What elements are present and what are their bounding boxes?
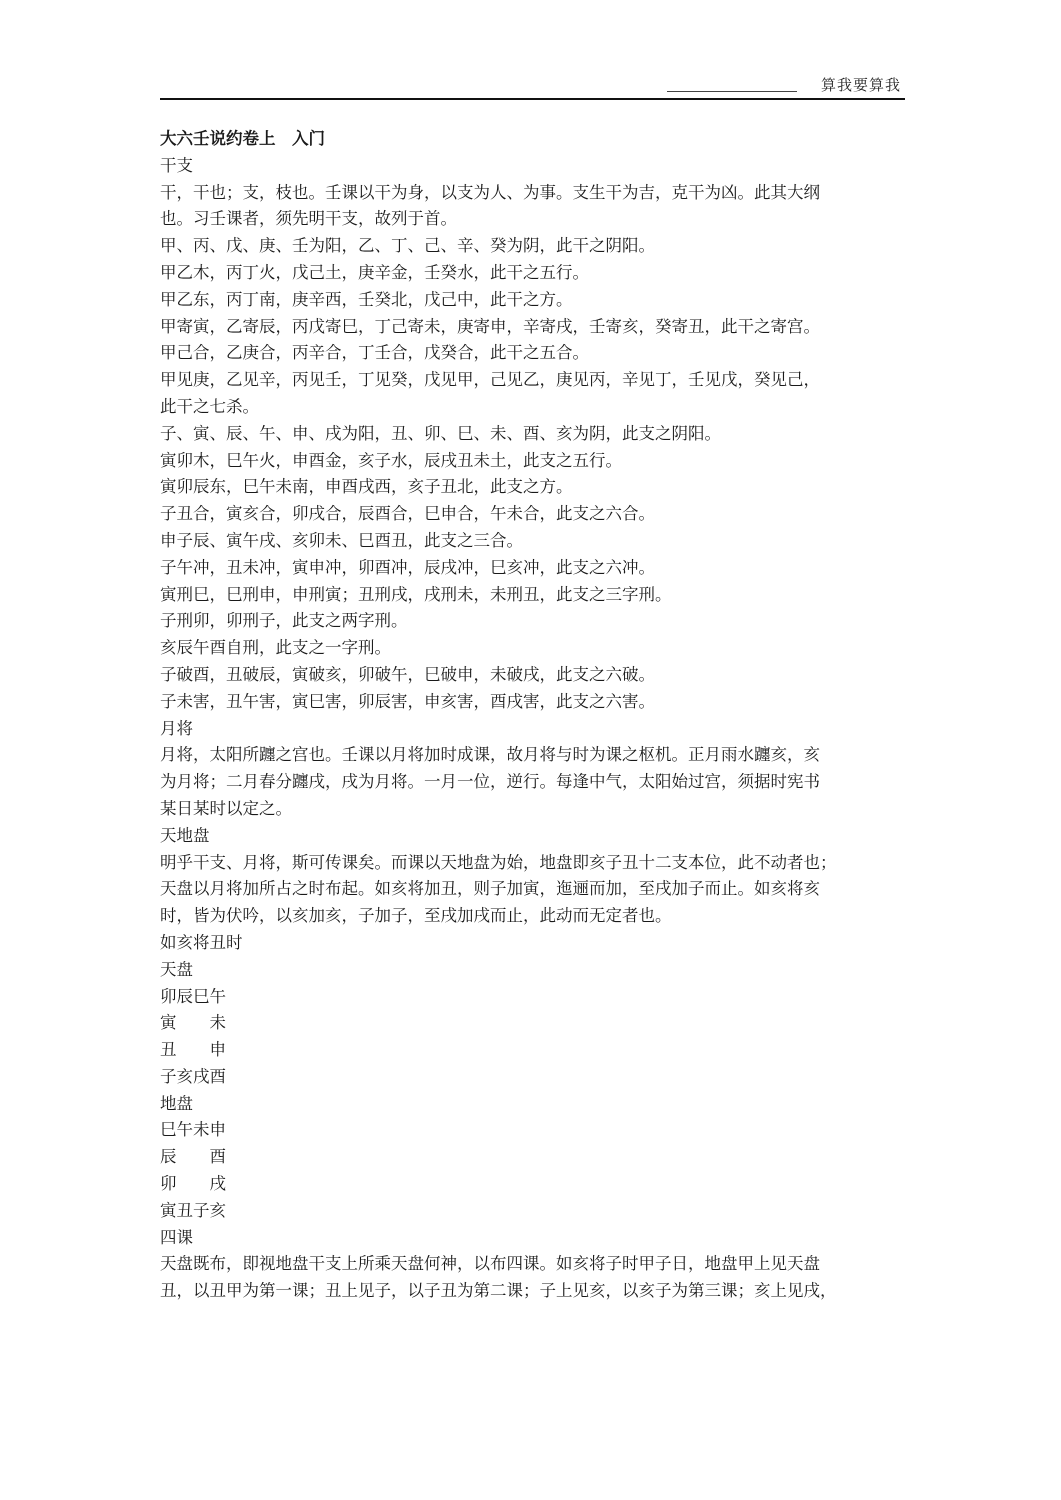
paragraph-line: 干，干也；支，枝也。壬课以干为身，以支为人、为事。支生干为吉，克干为凶。此其大纲 — [160, 182, 820, 202]
paragraph-line: 某日某时以定之。 — [160, 798, 292, 818]
section-heading-tiandipan: 天地盘 — [160, 825, 210, 845]
paragraph-line: 子刑卯，卯刑子，此支之两字刑。 — [160, 611, 408, 631]
paragraph-line: 明乎干支、月将，斯可传课矣。而课以天地盘为始，地盘即亥子丑十二支本位，此不动者也； — [160, 852, 837, 872]
paragraph-line: 天盘既布，即视地盘干支上所乘天盘何神，以布四课。如亥将子时甲子日，地盘甲上见天盘 — [160, 1254, 820, 1274]
section-heading-sike: 四课 — [160, 1227, 193, 1247]
diagram-row: 卯 戌 — [160, 1174, 226, 1194]
paragraph-line: 亥辰午酉自刑，此支之一字刑。 — [160, 638, 391, 658]
section-heading-ganzhi: 干支 — [160, 155, 193, 175]
paragraph-line: 此干之七杀。 — [160, 396, 259, 416]
diagram-label-dipan: 地盘 — [160, 1093, 193, 1113]
paragraph-line: 甲、丙、戊、庚、壬为阳，乙、丁、己、辛、癸为阴，此干之阴阳。 — [160, 236, 655, 256]
paragraph-line: 甲乙东，丙丁南，庚辛西，壬癸北，戊己中，此干之方。 — [160, 289, 573, 309]
paragraph-line: 为月将；二月春分躔戌，戌为月将。一月一位，逆行。每逢中气，太阳始过宫，须据时宪书 — [160, 772, 820, 792]
diagram-row: 巳午未申 — [160, 1120, 226, 1140]
paragraph-line: 子、寅、辰、午、申、戌为阳，丑、卯、巳、未、酉、亥为阴，此支之阴阳。 — [160, 423, 721, 443]
diagram-row: 寅丑子亥 — [160, 1200, 226, 1220]
paragraph-line: 也。习壬课者，须先明干支，故列于首。 — [160, 209, 457, 229]
paragraph-line: 甲寄寅，乙寄辰，丙戊寄巳，丁己寄未，庚寄申，辛寄戌，壬寄亥，癸寄丑，此干之寄宫。 — [160, 316, 820, 336]
document-body — [160, 126, 908, 1305]
document-title: 大六壬说约卷上 入门 — [160, 129, 325, 148]
page-header — [160, 70, 905, 100]
paragraph-line: 月将，太阳所躔之宫也。壬课以月将加时成课，故月将与时为课之枢机。正月雨水躔亥，亥 — [160, 745, 820, 765]
paragraph-line: 子破酉，丑破辰，寅破亥，卯破午，巳破申，未破戌，此支之六破。 — [160, 664, 655, 684]
paragraph-line: 寅卯辰东，巳午未南，申酉戌西，亥子丑北，此支之方。 — [160, 477, 573, 497]
diagram-row: 寅 未 — [160, 1013, 226, 1033]
paragraph-line: 子未害，丑午害，寅巳害，卯辰害，申亥害，酉戌害，此支之六害。 — [160, 691, 655, 711]
diagram-row: 辰 酉 — [160, 1147, 226, 1167]
diagram-row: 丑 申 — [160, 1040, 226, 1060]
paragraph-line: 子丑合，寅亥合，卯戌合，辰酉合，巳申合，午未合，此支之六合。 — [160, 504, 655, 524]
paragraph-line: 寅刑巳，巳刑申，申刑寅；丑刑戌，戌刑未，未刑丑，此支之三字刑。 — [160, 584, 672, 604]
paragraph-line: 天盘以月将加所占之时布起。如亥将加丑，则子加寅，迤逦而加，至戌加子而止。如亥将亥 — [160, 879, 820, 899]
paragraph-line: 甲见庚，乙见辛，丙见壬，丁见癸，戊见甲，己见乙，庚见丙，辛见丁，壬见戊，癸见己， — [160, 370, 820, 390]
paragraph-line: 子午冲，丑未冲，寅申冲，卯酉冲，辰戌冲，巳亥冲，此支之六冲。 — [160, 557, 655, 577]
paragraph-line: 申子辰、寅午戌、亥卯未、巳酉丑，此支之三合。 — [160, 530, 523, 550]
diagram-row: 卯辰巳午 — [160, 986, 226, 1006]
diagram-label-tianpan: 天盘 — [160, 959, 193, 979]
section-heading-yuejiang: 月将 — [160, 718, 193, 738]
example-caption: 如亥将丑时 — [160, 932, 243, 952]
paragraph-line: 丑，以丑甲为第一课；丑上见子，以子丑为第二课；子上见亥，以亥子为第三课；亥上见戌， — [160, 1281, 837, 1301]
header-blank-underline — [667, 91, 797, 92]
paragraph-line: 寅卯木，巳午火，申酉金，亥子水，辰戌丑未土，此支之五行。 — [160, 450, 622, 470]
paragraph-line: 时，皆为伏吟，以亥加亥，子加子，至戌加戌而止，此动而无定者也。 — [160, 906, 672, 926]
paragraph-line: 甲乙木，丙丁火，戊己土，庚辛金，壬癸水，此干之五行。 — [160, 262, 589, 282]
paragraph-line: 甲己合，乙庚合，丙辛合，丁壬合，戊癸合，此干之五合。 — [160, 343, 589, 363]
diagram-row: 子亥戌酉 — [160, 1066, 226, 1086]
header-brand-text: 算我要算我 — [820, 76, 901, 94]
